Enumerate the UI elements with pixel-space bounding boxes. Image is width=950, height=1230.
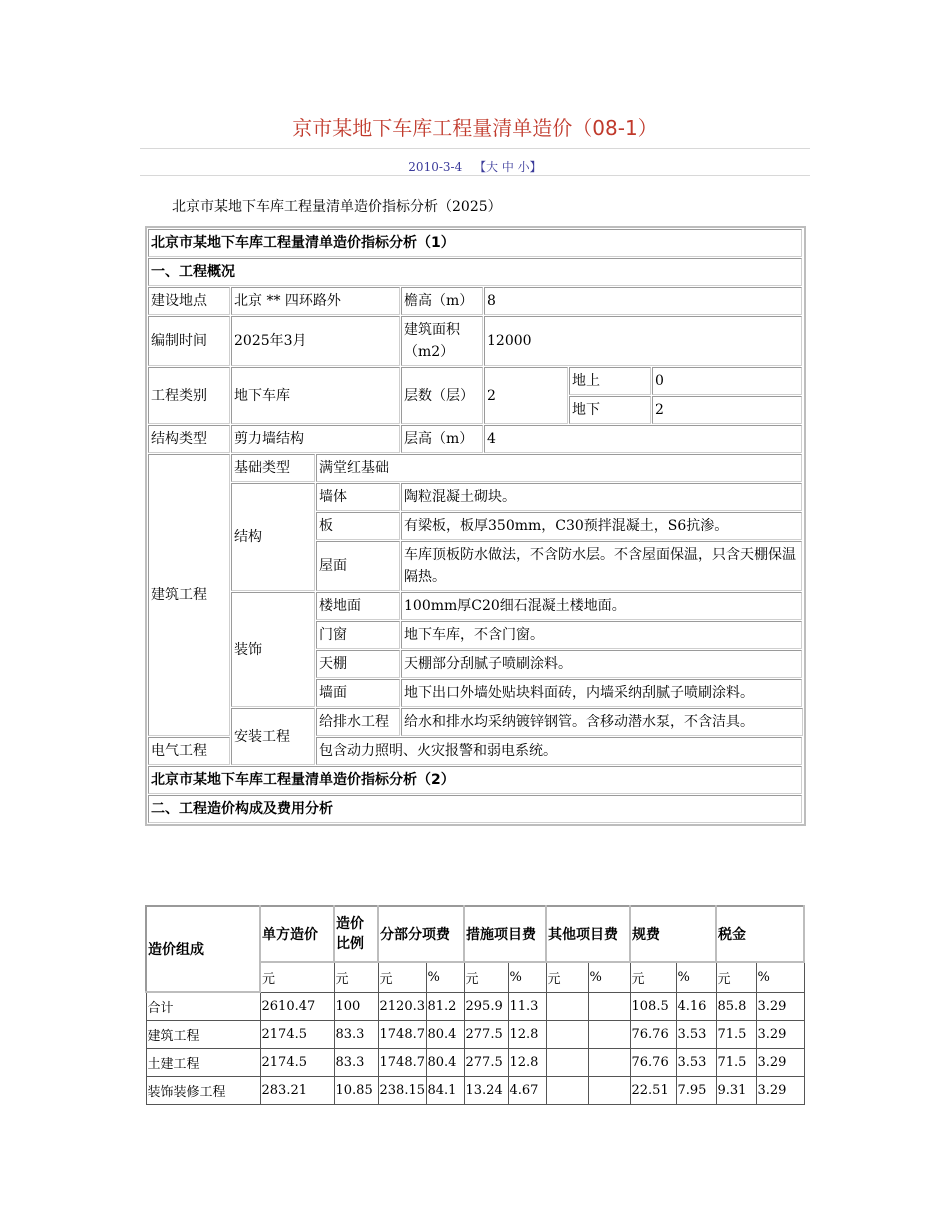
cell-gf: 76.76 xyxy=(630,1020,676,1048)
slab-label: 板 xyxy=(316,512,400,540)
cell-ratio: 10.85 xyxy=(334,1076,378,1104)
eave-label: 檐高（m） xyxy=(401,287,483,315)
cell-cs: 295.9 xyxy=(464,992,508,1020)
table-row xyxy=(146,992,804,1020)
floors-label: 层数（层） xyxy=(401,367,483,424)
date-value: 2025年3月 xyxy=(231,316,400,366)
cell-fb: 1748.7 xyxy=(378,1048,426,1076)
col-unit: 单方造价 xyxy=(260,906,334,962)
above-value: 0 xyxy=(652,367,802,395)
cell-gf-p: 3.53 xyxy=(676,1048,716,1076)
cell-cs-p: 12.8 xyxy=(508,1048,546,1076)
cell-ratio: 100 xyxy=(334,992,378,1020)
col-fbfx: 分部分项费 xyxy=(378,906,464,962)
cell-sj: 71.5 xyxy=(716,1020,756,1048)
article-meta xyxy=(0,158,950,175)
cell-fb-p: 81.2 xyxy=(426,992,464,1020)
cell-ratio: 83.3 xyxy=(334,1020,378,1048)
cell-unit: 2174.5 xyxy=(260,1020,334,1048)
cell-unit: 2174.5 xyxy=(260,1048,334,1076)
cell-fb-p: 80.4 xyxy=(426,1020,464,1048)
col-group: 造价组成 xyxy=(146,906,260,992)
title-divider xyxy=(140,148,810,149)
roof-label: 屋面 xyxy=(316,541,400,591)
cell-gf: 108.5 xyxy=(630,992,676,1020)
cell-cs: 277.5 xyxy=(464,1020,508,1048)
cell-name: 装饰装修工程 xyxy=(146,1076,260,1104)
cell-gf-p: 4.16 xyxy=(676,992,716,1020)
electric-value: 包含动力照明、火灾报警和弱电系统。 xyxy=(316,737,802,765)
cell-qt xyxy=(546,1048,588,1076)
cell-cs-p: 12.8 xyxy=(508,1020,546,1048)
article-date: 2010-3-4 xyxy=(408,160,463,174)
col-csxm: 措施项目费 xyxy=(464,906,546,962)
height-label: 层高（m） xyxy=(401,425,483,453)
cell-qt xyxy=(546,1020,588,1048)
unit-pct: % xyxy=(756,962,804,992)
unit-yuan: 元 xyxy=(378,962,426,992)
table-row xyxy=(146,1020,804,1048)
foundation-value: 满堂红基础 xyxy=(316,454,802,482)
cell-fb: 238.15 xyxy=(378,1076,426,1104)
door-value: 地下车库，不含门窗。 xyxy=(401,621,802,649)
cell-ratio: 83.3 xyxy=(334,1048,378,1076)
unit-yuan: 元 xyxy=(260,962,334,992)
ceiling-label: 天棚 xyxy=(316,650,400,678)
unit-yuan: 元 xyxy=(334,962,378,992)
cell-sj-p: 3.29 xyxy=(756,1076,804,1104)
plumbing-value: 给水和排水均采纳镀锌钢管。含移动潜水泵，不含洁具。 xyxy=(401,708,803,736)
cell-sj-p: 3.29 xyxy=(756,1020,804,1048)
cell-cs-p: 11.3 xyxy=(508,992,546,1020)
below-label: 地下 xyxy=(569,396,651,424)
unit-yuan: 元 xyxy=(464,962,508,992)
cell-fb: 2120.3 xyxy=(378,992,426,1020)
cell-qt xyxy=(546,1076,588,1104)
unit-pct: % xyxy=(426,962,464,992)
floors-value: 2 xyxy=(484,367,568,424)
struct-value: 剪力墙结构 xyxy=(231,425,400,453)
wallface-value: 地下出口外墙处贴块料面砖，内墙采纳刮腻子喷刷涂料。 xyxy=(401,679,802,707)
install-label: 安装工程 xyxy=(231,708,315,765)
cell-unit: 283.21 xyxy=(260,1076,334,1104)
col-sj: 税金 xyxy=(716,906,804,962)
plumbing-label: 给排水工程 xyxy=(316,708,400,736)
intro-text: 北京市某地下车库工程量清单造价指标分析（2025） xyxy=(172,199,502,215)
cell-cs-p: 4.67 xyxy=(508,1076,546,1104)
cell-qt-p xyxy=(588,1020,630,1048)
unit-yuan: 元 xyxy=(546,962,588,992)
wall-value: 陶粒混凝土砌块。 xyxy=(401,483,802,511)
area-label: 建筑面积（m2） xyxy=(401,316,483,366)
section2-heading: 北京市某地下车库工程量清单造价指标分析（2） xyxy=(148,766,802,794)
unit-yuan: 元 xyxy=(630,962,676,992)
cost-table xyxy=(145,905,805,1105)
cell-name: 合计 xyxy=(146,992,260,1020)
cell-sj-p: 3.29 xyxy=(756,1048,804,1076)
cell-sj-p: 3.29 xyxy=(756,992,804,1020)
col-gf: 规费 xyxy=(630,906,716,962)
location-label: 建设地点 xyxy=(148,287,230,315)
electric-label: 电气工程 xyxy=(148,737,230,765)
floor-value: 100mm厚C20细石混凝土楼地面。 xyxy=(401,592,802,620)
slab-value: 有梁板，板厚350mm，C30预拌混凝土，S6抗渗。 xyxy=(401,512,802,540)
cell-sj: 9.31 xyxy=(716,1076,756,1104)
cell-fb-p: 80.4 xyxy=(426,1048,464,1076)
cell-gf: 76.76 xyxy=(630,1048,676,1076)
door-label: 门窗 xyxy=(316,621,400,649)
col-ratio: 造价比例 xyxy=(334,906,378,962)
below-value: 2 xyxy=(652,396,802,424)
overview-table xyxy=(145,226,806,826)
cell-gf-p: 3.53 xyxy=(676,1020,716,1048)
decor-label: 装饰 xyxy=(231,592,315,707)
cell-fb: 1748.7 xyxy=(378,1020,426,1048)
ceiling-value: 天棚部分刮腻子喷刷涂料。 xyxy=(401,650,802,678)
structure-label: 结构 xyxy=(231,483,315,591)
cell-name: 建筑工程 xyxy=(146,1020,260,1048)
unit-pct: % xyxy=(588,962,630,992)
cell-gf-p: 7.95 xyxy=(676,1076,716,1104)
wallface-label: 墙面 xyxy=(316,679,400,707)
eave-value: 8 xyxy=(484,287,802,315)
cell-sj: 85.8 xyxy=(716,992,756,1020)
section2-subheading: 二、工程造价构成及费用分析 xyxy=(148,795,802,823)
location-value: 北京 ** 四环路外 xyxy=(231,287,400,315)
roof-value: 车库顶板防水做法，不含防水层。不含屋面保温，只含天棚保温隔热。 xyxy=(401,541,802,591)
cell-qt-p xyxy=(588,1076,630,1104)
cell-sj: 71.5 xyxy=(716,1048,756,1076)
height-value: 4 xyxy=(484,425,802,453)
article-title: 京市某地下车库工程量清单造价（08-1） xyxy=(292,116,658,140)
foundation-label: 基础类型 xyxy=(231,454,315,482)
type-value: 地下车库 xyxy=(231,367,400,424)
cell-cs: 13.24 xyxy=(464,1076,508,1104)
area-value: 12000 xyxy=(484,316,802,366)
font-size-controls[interactable]: 【大 中 小】 xyxy=(474,160,542,174)
type-label: 工程类别 xyxy=(148,367,230,424)
date-label: 编制时间 xyxy=(148,316,230,366)
cell-name: 土建工程 xyxy=(146,1048,260,1076)
floor-label: 楼地面 xyxy=(316,592,400,620)
table-row xyxy=(146,1076,804,1104)
cell-qt-p xyxy=(588,1048,630,1076)
building-label: 建筑工程 xyxy=(148,454,230,736)
cell-unit: 2610.47 xyxy=(260,992,334,1020)
table-row xyxy=(146,1048,804,1076)
above-label: 地上 xyxy=(569,367,651,395)
section1-subheading: 一、工程概况 xyxy=(148,258,802,286)
unit-pct: % xyxy=(676,962,716,992)
col-qtxm: 其他项目费 xyxy=(546,906,630,962)
cell-fb-p: 84.1 xyxy=(426,1076,464,1104)
wall-label: 墙体 xyxy=(316,483,400,511)
cell-qt xyxy=(546,992,588,1020)
cell-qt-p xyxy=(588,992,630,1020)
unit-pct: % xyxy=(508,962,546,992)
cell-cs: 277.5 xyxy=(464,1048,508,1076)
meta-divider xyxy=(140,175,810,176)
section1-heading: 北京市某地下车库工程量清单造价指标分析（1） xyxy=(148,229,802,257)
unit-yuan: 元 xyxy=(716,962,756,992)
struct-label: 结构类型 xyxy=(148,425,230,453)
cell-gf: 22.51 xyxy=(630,1076,676,1104)
